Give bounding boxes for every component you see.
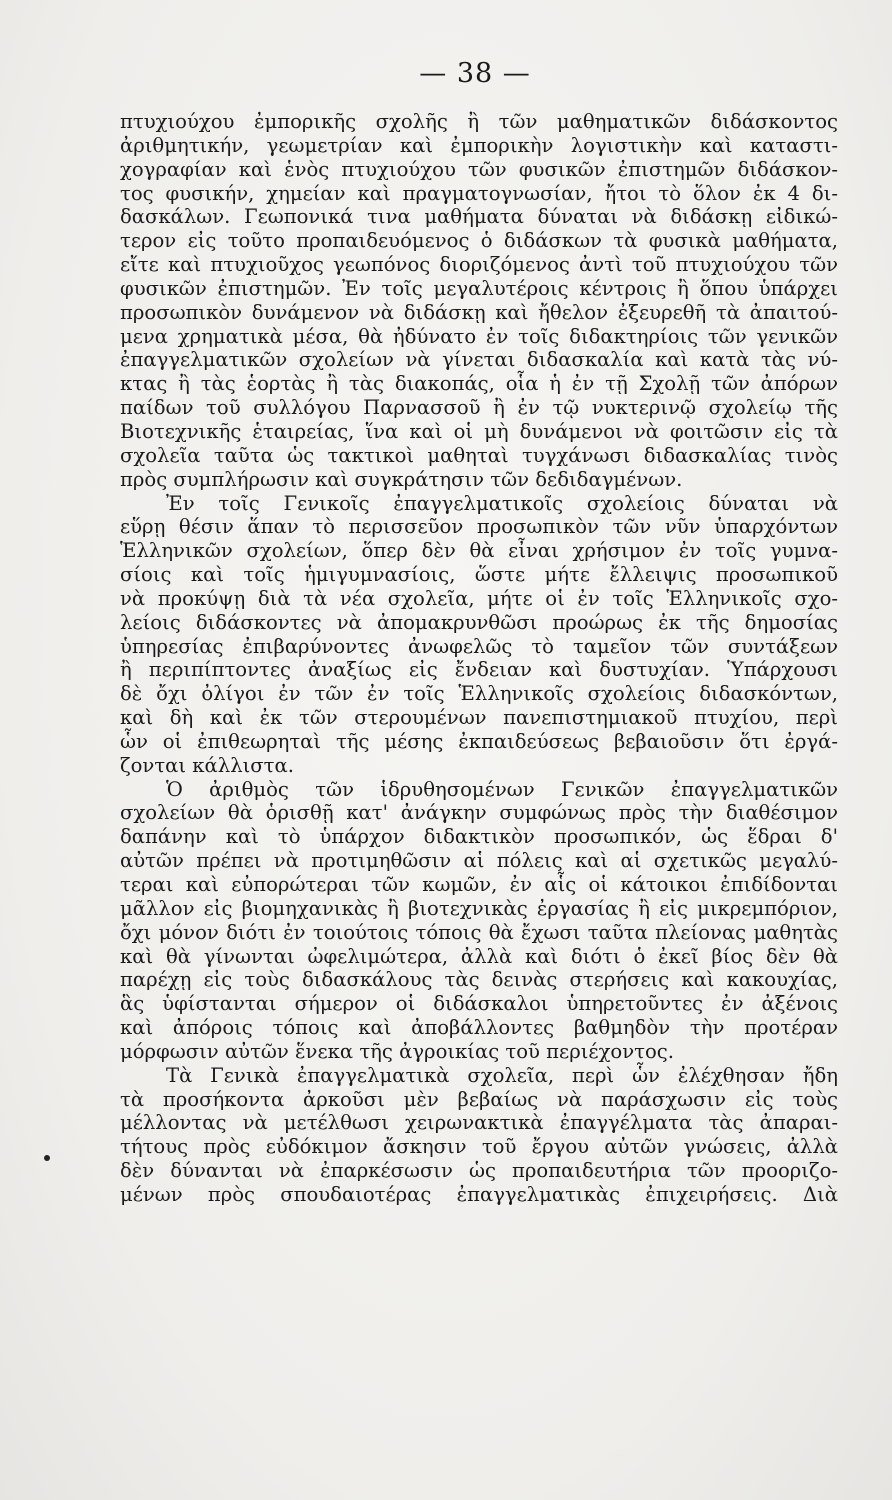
text-line: τεραι καὶ εὐπορώτεραι τῶν κωμῶν, ἐν αἷς οἱ κάτοικοι ἐπιδίδονται xyxy=(120,873,838,896)
text-line: πτυχιούχου ἐμπορικῆς σχολῆς ἢ τῶν μαθηματικῶν διδάσκοντος xyxy=(120,110,838,133)
text-line: μόρφωσιν αὐτῶν ἕνεκα τῆς ἀγροικίας τοῦ περιέχοντος. xyxy=(120,1039,674,1063)
text-line: δὲ ὄχι ὀλίγοι ἐν τῶν ἐν τοῖς Ἑλληνικοῖς σχολείοις διδασκόντων, xyxy=(120,682,838,706)
text-line: καὶ θὰ γίνωνται ὠφελιμώτερα, ἀλλὰ καὶ διότι ὁ ἐκεῖ βίος δὲν θὰ xyxy=(120,944,838,968)
text-line: δαπάνην καὶ τὸ ὑπάρχον διδακτικὸν προσωπικόν, ὡς ἕδραι δ' xyxy=(120,825,838,849)
text-line: μέλλοντας νὰ μετέλθωσι χειρωνακτικὰ ἐπαγγέλματα τὰς ἀπαραι- xyxy=(120,1111,838,1135)
text-line: εὕρῃ θέσιν ἅπαν τὸ περισσεῦον προσωπικὸν τῶν νῦν ὑπαρχόντων xyxy=(120,515,838,539)
text-line: ζονται κάλλιστα. xyxy=(120,753,294,777)
text-line: νὰ προκύψῃ διὰ τὰ νέα σχολεῖα, μήτε οἱ ἐν τοῖς Ἑλληνικοῖς σχο- xyxy=(120,586,838,610)
text-line: τος φυσικήν, χημείαν καὶ πραγματογνωσίαν, ἤτοι τὸ ὅλον ἐκ 4 δι- xyxy=(120,181,838,205)
ink-speck xyxy=(44,1155,50,1161)
text-line: ἐπαγγελματικῶν σχολείων νὰ γίνεται διδασκαλία καὶ κατὰ τὰς νύ- xyxy=(120,348,838,372)
text-line: σίοις καὶ τοῖς ἡμιγυμνασίοις, ὥστε μήτε ἔλλειψις προσωπικοῦ xyxy=(120,563,838,587)
text-line: Ἐν τοῖς Γενικοῖς ἐπαγγελματικοῖς σχολείοις δύναται νὰ xyxy=(166,491,838,515)
text-line: τὰ προσήκοντα ἀρκοῦσι μὲν βεβαίως νὰ παράσχωσιν εἰς τοὺς xyxy=(120,1087,838,1111)
text-line: τήτους πρὸς εὐδόκιμον ἄσκησιν τοῦ ἔργου αὐτῶν γνώσεις, ἀλλὰ xyxy=(120,1135,838,1159)
text-line: δὲν δύνανται νὰ ἐπαρκέσωσιν ὡς προπαιδευτήρια τῶν προοριζο- xyxy=(120,1159,838,1183)
text-line: ἀριθμητικήν, γεωμετρίαν καὶ ἐμπορικὴν λογιστικὴν καὶ καταστι- xyxy=(120,133,838,157)
text-line: λείοις διδάσκοντες νὰ ἀπομακρυνθῶσι προώρως ἐκ τῆς δημοσίας xyxy=(120,610,838,634)
text-line: σχολεῖα ταῦτα ὡς τακτικοὶ μαθηταὶ τυγχάνωσι διδασκαλίας τινὸς xyxy=(120,443,838,467)
text-line: χογραφίαν καὶ ἑνὸς πτυχιούχου τῶν φυσικῶν ἐπιστημῶν διδάσκον- xyxy=(120,157,838,181)
text-line: ἢ περιπίπτοντες ἀναξίως εἰς ἔνδειαν καὶ δυστυχίαν. Ὑπάρχουσι xyxy=(120,658,838,682)
text-line: ἃς ὑφίστανται σήμερον οἱ διδάσκαλοι ὑπηρετοῦντες ἐν ἀξένοις xyxy=(120,992,838,1016)
text-line: ὑπηρεσίας ἐπιβαρύνοντες ἀνωφελῶς τὸ ταμεῖον τῶν συντάξεων xyxy=(120,634,838,658)
text-line: ὄχι μόνον διότι ἐν τοιούτοις τόποις θὰ ἔχωσι ταῦτα πλείονας μαθητὰς xyxy=(120,920,838,944)
text-line: δασκάλων. Γεωπονικά τινα μαθήματα δύναται νὰ διδάσκῃ εἰδικώ- xyxy=(120,205,838,229)
text-line: Ἑλληνικῶν σχολείων, ὅπερ δὲν θὰ εἶναι χρήσιμον ἐν τοῖς γυμνα- xyxy=(120,539,838,563)
text-line: μᾶλλον εἰς βιομηχανικὰς ἢ βιοτεχνικὰς ἐργασίας ἢ εἰς μικρεμπόριον, xyxy=(120,896,838,920)
text-line: καὶ δὴ καὶ ἐκ τῶν στερουμένων πανεπιστημιακοῦ πτυχίου, περὶ xyxy=(120,706,838,730)
text-line: καὶ ἀπόροις τόποις καὶ ἀποβάλλοντες βαθμηδὸν τὴν προτέραν xyxy=(120,1016,838,1040)
text-line: Τὰ Γενικὰ ἐπαγγελματικὰ σχολεῖα, περὶ ὧν ἐλέχθησαν ἤδη xyxy=(166,1063,838,1087)
text-line: παρέχῃ εἰς τοὺς διδασκάλους τὰς δεινὰς στερήσεις καὶ κακουχίας, xyxy=(120,968,838,992)
text-line: Βιοτεχνικῆς ἑταιρείας, ἵνα καὶ οἱ μὴ δυνάμενοι νὰ φοιτῶσιν εἰς τὰ xyxy=(120,419,838,443)
text-line: τερον εἰς τοῦτο προπαιδευόμενος ὁ διδάσκων τὰ φυσικὰ μαθήματα, xyxy=(120,229,838,253)
text-line: προσωπικὸν δυνάμενον νὰ διδάσκῃ καὶ ἤθελον ἐξευρεθῆ τὰ ἀπαιτού- xyxy=(120,300,838,324)
text-line: πρὸς συμπλήρωσιν καὶ συγκράτησιν τῶν δεδιδαγμένων. xyxy=(120,467,683,491)
text-line: ὧν οἱ ἐπιθεωρηταὶ τῆς μέσης ἐκπαιδεύσεως βεβαιοῦσιν ὅτι ἐργά- xyxy=(120,729,838,753)
text-line: παίδων τοῦ συλλόγου Παρνασσοῦ ἢ ἐν τῷ νυκτερινῷ σχολείῳ τῆς xyxy=(120,396,838,420)
body-text xyxy=(120,110,838,1207)
text-line: σχολείων θὰ ὁρισθῇ κατ' ἀνάγκην συμφώνως πρὸς τὴν διαθέσιμον xyxy=(120,801,838,825)
text-line: μενα χρηματικὰ μέσα, θὰ ἠδύνατο ἐν τοῖς διδακτηρίοις τῶν γενικῶν xyxy=(120,324,838,348)
text-line: αὐτῶν πρέπει νὰ προτιμηθῶσιν αἱ πόλεις καὶ αἱ σχετικῶς μεγαλύ- xyxy=(120,849,838,873)
text-line: Ὁ ἀριθμὸς τῶν ἱδρυθησομένων Γενικῶν ἐπαγγελματικῶν xyxy=(166,777,838,801)
text-line: φυσικῶν ἐπιστημῶν. Ἐν τοῖς μεγαλυτέροις κέντροις ἢ ὅπου ὑπάρχει xyxy=(120,276,838,300)
text-line: εἴτε καὶ πτυχιοῦχος γεωπόνος διοριζόμενος ἀντὶ τοῦ πτυχιούχου τῶν xyxy=(120,253,838,277)
page-number: — 38 — xyxy=(419,58,531,89)
text-line: μένων πρὸς σπουδαιοτέρας ἐπαγγελματικὰς ἐπιχειρήσεις. Διὰ xyxy=(120,1182,838,1206)
text-line: κτας ἢ τὰς ἑορτὰς ἢ τὰς διακοπάς, οἷα ἡ ἐν τῇ Σχολῇ τῶν ἀπόρων xyxy=(120,372,838,396)
